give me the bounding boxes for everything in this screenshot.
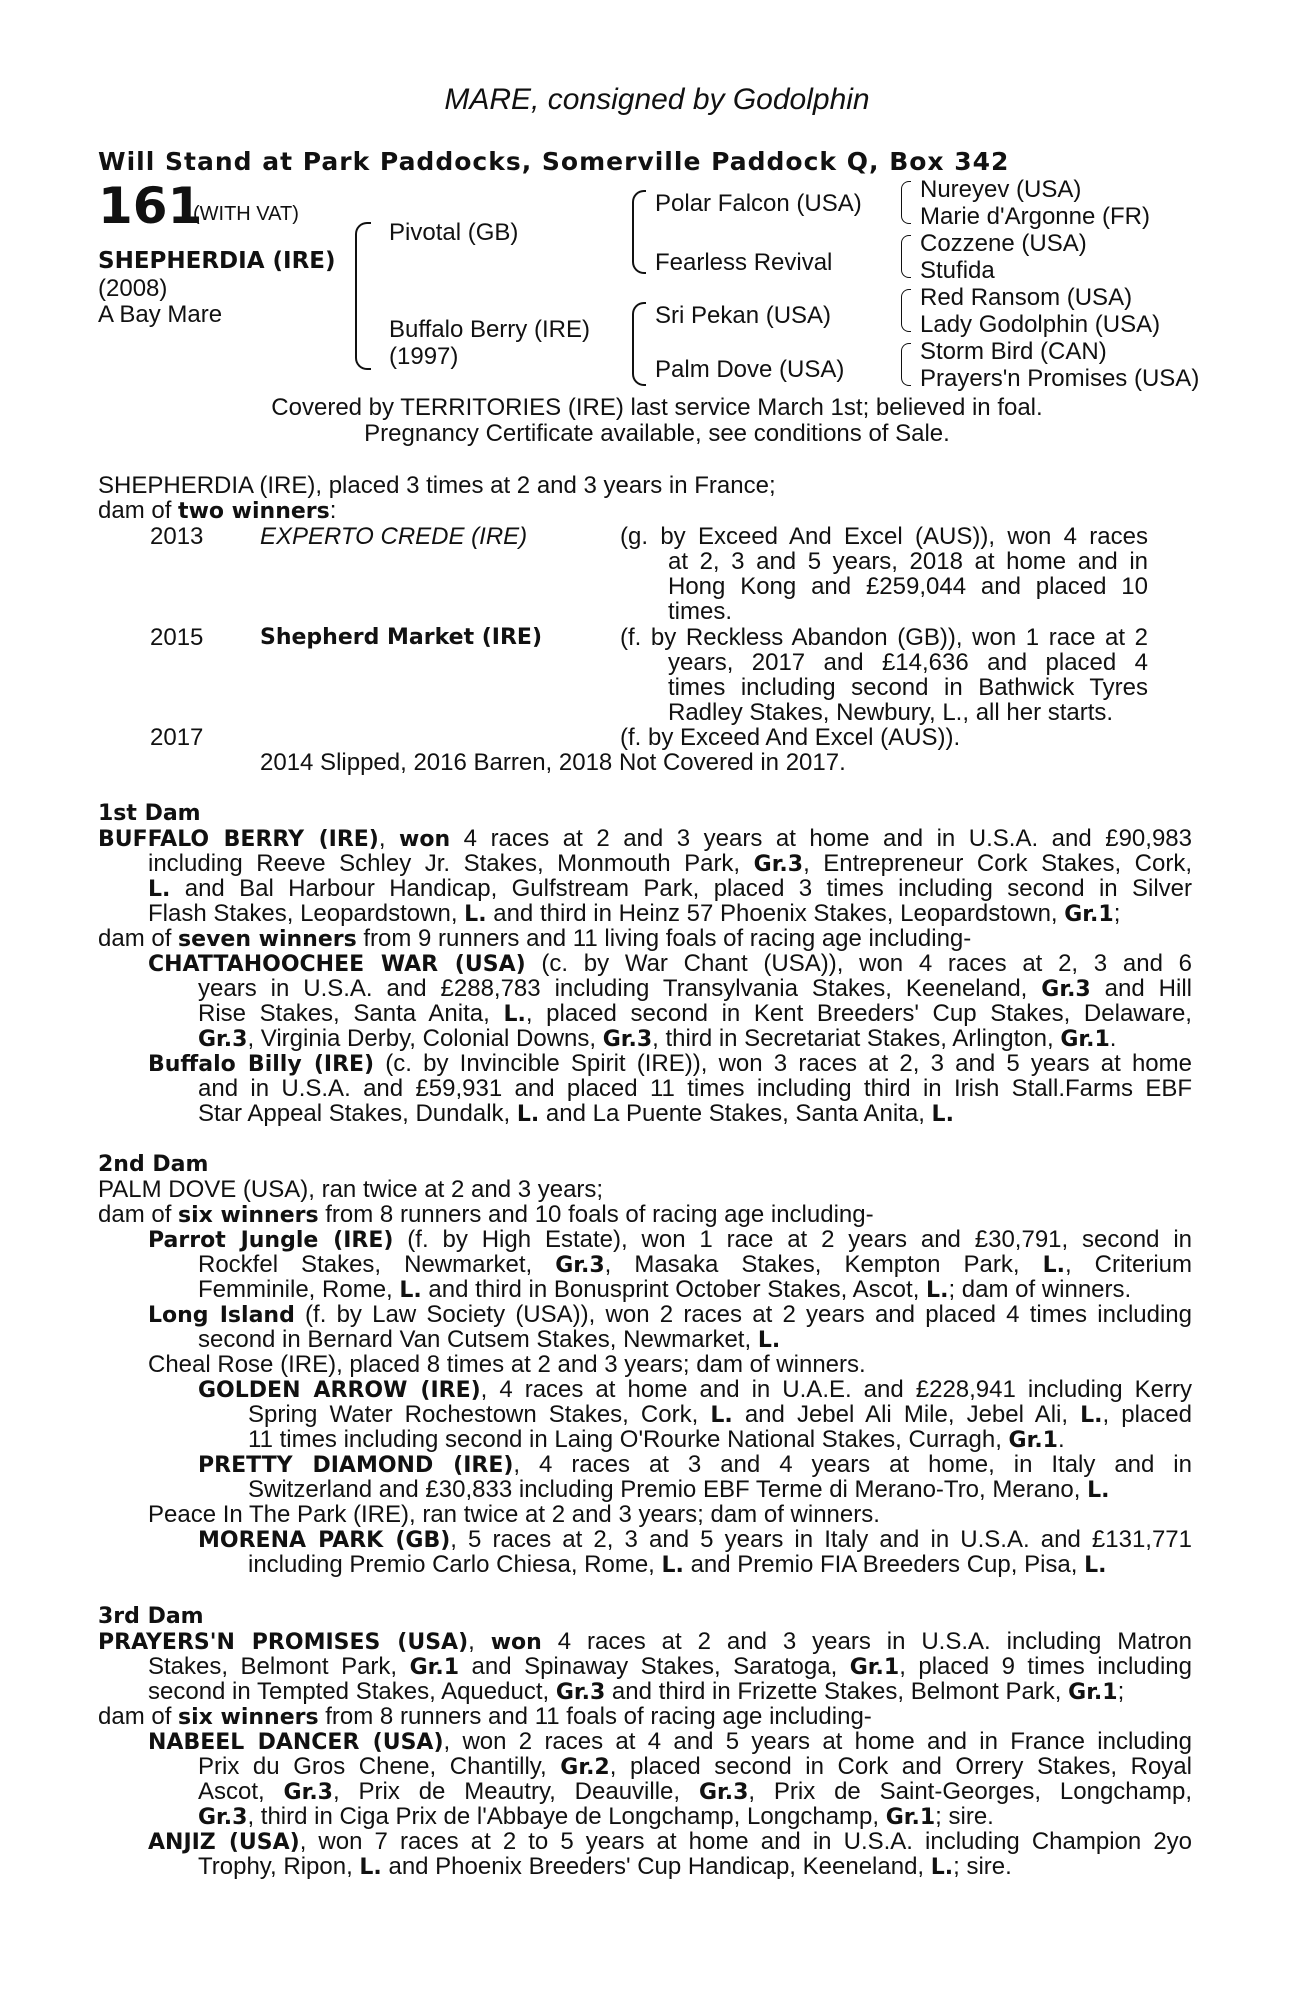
pedigree-ancestor: Lady Godolphin (USA) xyxy=(920,311,1161,338)
catalogue-page: MARE, consigned by Godolphin Will Stand at Park Paddocks, Somerville Paddock Q, Box 342 161 (WITH VAT) SHEPHERDIA (IRE) (2008) A Bay Mare Pivotal (GB) Buffalo Berry (IRE) (1997) Polar Falcon (USA) Fearless Revival Sri Pekan (USA) Palm Dove (USA) Nureyev (USA) Marie d'Argonne (FR) Cozzene (USA) Stufida Red Ransom (USA) Lady Godolphin (USA) Storm Bird (CAN) Prayers'n Promises (USA) Covered by TERRITORIES (IRE) last service March 1st; believed in foal. Pregnancy Certificate available, see conditions of Sale. SHEPHERDIA (IRE), placed 3 times at 2 and 3 years in France; dam of two winners: 2013 EXPERTO CREDE (IRE) (g. by Exceed And Excel (AUS)), won 4 races at 2, 3 and 5 years, 2018 at home and in Hong Kong and £259,044 and placed 10 times. 2015 Shepherd Market (IRE) (f. by Reckless Abandon (GB)), won 1 race at 2 years, 2017 and £14,636 and placed 4 times including second in Bathwick Tyres Radley Stakes, Newbury, L., all her starts. 2017 (f. by Exceed And Excel (AUS)). 2014 Slipped, 2016 Barren, 2018 Not Covered in 2017. 1st Dam BUFFALO BERRY (IRE), won 4 races at 2 and 3 years at home and in U.S.A. and £90,983 including Reeve Schley Jr. Stakes, Monmouth Park, Gr.3, Entrepreneur Cork Stakes, Cork, L. and Bal Harbour Handicap, Gulfstream Park, placed 3 times including second in Silver Flash Stakes, Leopardstown, L. and third in Heinz 57 Phoenix Stakes, Leopardstown, Gr.1; dam of seven winners from 9 runners and 11 living foals of racing age including- CHATTAHOOCHEE WAR (USA) (c. by War Chant (USA)), won 4 races at 2, 3 and 6 years in U.S.A. and £288,783 including Transylvania Stakes, Keeneland, Gr.3 and Hill Rise Stakes, Santa Anita, L., placed second in Kent Breeders' Cup Stakes, Delaware, Gr.3, Virginia Derby, Colonial Downs, Gr.3, third in Secretariat Stakes, Arlington, Gr.1. Buffalo Billy (IRE) (c. by Invincible Spirit (IRE)), won 3 races at 2, 3 and 5 years at home and in U.S.A. and £59,931 and placed 11 times including third in Irish Stall.Farms EBF Star Appeal Stakes, Dundalk, L. and La Puente Stakes, Santa Anita, L. 2nd Dam PALM DOVE (USA), ran twice at 2 and 3 years; dam of six winners from 8 runners and 10 foals of racing age including- Parrot Jungle (IRE) (f. by High Estate), won 1 race at 2 years and £30,791, second in Rockfel Stakes, Newmarket, Gr.3, Masaka Stakes, Kempton Park, L., Criterium Femminile, Rome, L. and third in Bonusprint October Stakes, Ascot, L.; dam of winners. Long Island (f. by Law Society (USA)), won 2 races at 2 years and placed 4 times including second in Bernard Van Cutsem Stakes, Newmarket, L. Cheal Rose (IRE), placed 8 times at 2 and 3 years; dam of winners. GOLDEN ARROW (IRE), 4 races at home and in U.A.E. and £228,941 including Kerry Spring Water Rochestown Stakes, Cork, L. and Jebel Ali Mile, Jebel Ali, L., placed 11 times including second in Laing O'Rourke National Stakes, Curragh, Gr.1. PRETTY DIAMOND (IRE), 4 races at 3 and 4 years at home, in Italy and in Switzerland and £30,833 including Premio EBF Terme di Merano-Tro, Merano, L. Peace In The Park (IRE), ran twice at 2 and 3 years; dam of winners. MORENA PARK (GB), 5 races at 2, 3 and 5 years in Italy and in U.S.A. and £131,771 including Premio Carlo Chiesa, Rome, L. and Premio FIA Breeders Cup, Pisa, L. 3rd Dam PRAYERS'N PROMISES (USA), won 4 races at 2 and 3 years in U.S.A. including Matron Stakes, Belmont Park, Gr.1 and Spinaway Stakes, Saratoga, Gr.1, placed 9 times including second in Tempted Stakes, Aqueduct, Gr.3 and third in Frizette Stakes, Belmont Park, Gr.1; dam of six winners from 8 runners and 11 foals of racing age including- NABEEL DANCER (USA), won 2 races at 4 and 5 years at home and in France including Prix du Gros Chene, Chantilly, Gr.2, placed second in Cork and Orrery Stakes, Royal Ascot, Gr.3, Prix de Meautry, Deauville, Gr.3, Prix de Saint-Georges, Longchamp, Gr.3, third in Ciga Prix de l'Abbaye de Longchamp, Longchamp, Gr.1; sire. ANJIZ (USA), won 7 races at 2 to 5 years at home and in U.S.A. including Champion 2yo Trophy, Ripon, L. and Phoenix Breeders' Cup Handicap, Keeneland, L.; sire. xyxy=(0,0,1314,2000)
produce-line: times including second in Bathwick Tyres xyxy=(668,674,1148,701)
pedigree-ancestor: Nureyev (USA) xyxy=(920,176,1082,203)
pedigree-ancestor: Red Ransom (USA) xyxy=(920,284,1133,311)
produce-year: 2017 xyxy=(150,724,204,751)
stand-location: Will Stand at Park Paddocks, Somerville Paddock Q, Box 342 xyxy=(98,147,1010,176)
produce-line: Radley Stakes, Newbury, L., all her starts. xyxy=(668,699,1114,726)
pedigree-sire-sire: Polar Falcon (USA) xyxy=(655,190,862,217)
pedigree-dam-year: (1997) xyxy=(389,343,459,370)
pedigree-ancestor: Cozzene (USA) xyxy=(920,230,1087,257)
lot-number: 161 xyxy=(98,177,203,235)
produce-line: (f. by Reckless Abandon (GB)), won 1 race at 2 xyxy=(620,624,1148,651)
pedigree-ancestor: Marie d'Argonne (FR) xyxy=(920,203,1150,230)
vat-note: (WITH VAT) xyxy=(193,203,299,225)
consigned-title: MARE, consigned by Godolphin xyxy=(444,83,870,116)
pedigree-ancestor: Stufida xyxy=(920,257,995,284)
pedigree-ancestor: Storm Bird (CAN) xyxy=(920,338,1107,365)
produce-dam-of xyxy=(98,498,336,524)
covered-note: Covered by TERRITORIES (IRE) last service March 1st; believed in foal. xyxy=(271,394,1043,421)
produce-line: (g. by Exceed And Excel (AUS)), won 4 races xyxy=(620,523,1148,550)
pedigree-bracket xyxy=(901,235,911,278)
pedigree-bracket xyxy=(632,190,646,274)
produce-line: years, 2017 and £14,636 and placed 4 xyxy=(668,649,1148,676)
produce-year: 2013 xyxy=(150,523,204,550)
produce-year: 2015 xyxy=(150,624,204,651)
produce-line: Hong Kong and £259,044 and placed 10 xyxy=(668,573,1148,600)
pedigree-bracket xyxy=(355,222,371,370)
first-dam-heading: 1st Dam xyxy=(98,801,201,826)
produce-intro: SHEPHERDIA (IRE), placed 3 times at 2 and 3 years in France; xyxy=(98,472,776,499)
pedigree-dam: Buffalo Berry (IRE) xyxy=(389,316,590,343)
produce-name: EXPERTO CREDE (IRE) xyxy=(260,523,528,550)
produce-line: times. xyxy=(668,598,733,625)
dam-of-prefix: dam of xyxy=(98,497,179,524)
pedigree-dam-sire: Sri Pekan (USA) xyxy=(655,302,832,329)
horse-year: (2008) xyxy=(98,275,168,302)
pedigree-bracket xyxy=(632,302,646,386)
horse-name: SHEPHERDIA (IRE) xyxy=(98,248,336,274)
pedigree-bracket xyxy=(901,181,911,224)
pedigree-bracket xyxy=(901,289,911,332)
pregnancy-note: Pregnancy Certificate available, see conditions of Sale. xyxy=(364,420,950,447)
produce-line: (f. by Exceed And Excel (AUS)). xyxy=(620,724,961,751)
produce-line: at 2, 3 and 5 years, 2018 at home and in xyxy=(668,548,1148,575)
horse-description: A Bay Mare xyxy=(98,301,223,328)
third-dam-heading: 3rd Dam xyxy=(98,1604,204,1629)
produce-name: Shepherd Market (IRE) xyxy=(260,625,543,650)
second-dam-heading: 2nd Dam xyxy=(98,1152,209,1177)
produce-footnote: 2014 Slipped, 2016 Barren, 2018 Not Covered in 2017. xyxy=(260,749,846,776)
pedigree-bracket xyxy=(901,343,911,386)
dam-of-bold: two winners xyxy=(178,499,330,524)
pedigree-sire-dam: Fearless Revival xyxy=(655,249,833,276)
dam-of-suffix: : xyxy=(329,497,337,524)
pedigree-ancestor: Prayers'n Promises (USA) xyxy=(920,365,1200,392)
pedigree-dam-dam: Palm Dove (USA) xyxy=(655,356,845,383)
pedigree-sire: Pivotal (GB) xyxy=(389,219,519,246)
